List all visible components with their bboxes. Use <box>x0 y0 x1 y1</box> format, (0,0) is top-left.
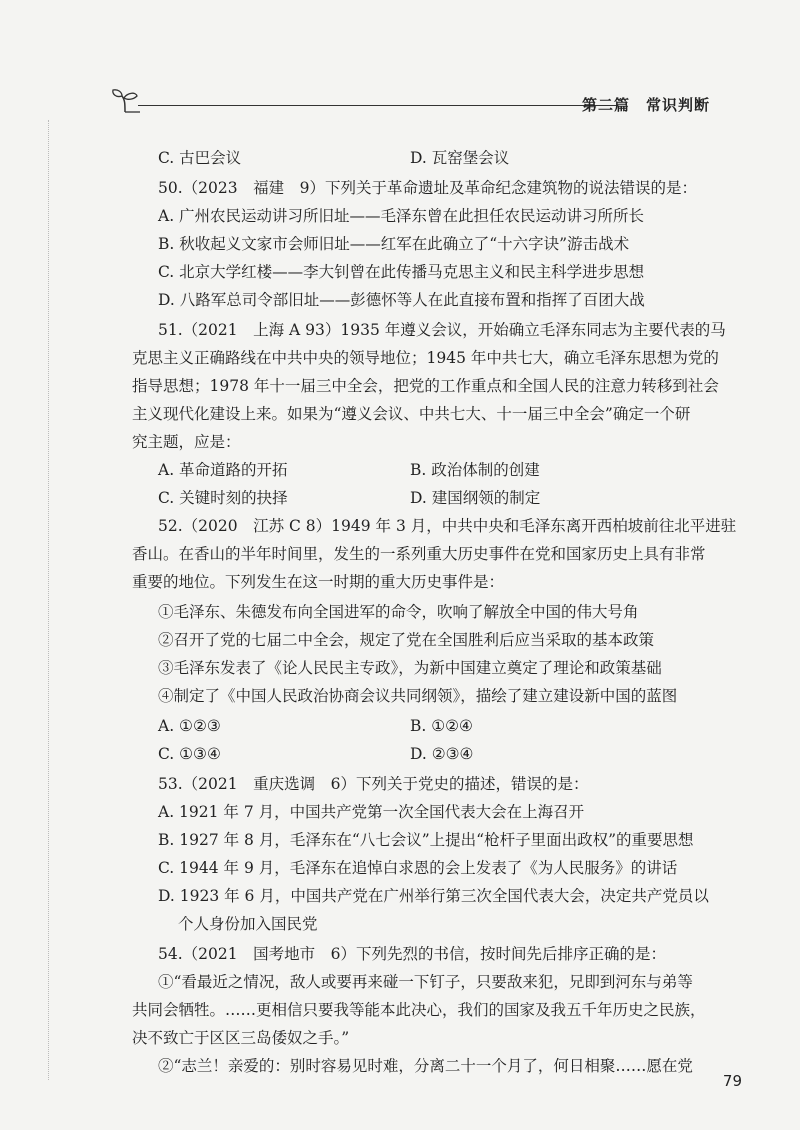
scan-margin-line <box>48 120 49 1080</box>
question-54-letter-2: ②“志兰！亲爱的：别时容易见时难，分离二十一个月了，何日相聚……愿在党 <box>158 1057 693 1075</box>
sprout-icon <box>110 88 140 114</box>
question-50-option-a: A. 广州农民运动讲习所旧址——毛泽东曾在此担任农民运动讲习所所长 <box>158 207 645 225</box>
question-50-stem: 50.（2023 福建 9）下列关于革命遗址及革命纪念建筑物的说法错误的是： <box>158 179 697 197</box>
question-52-option-c: C. ①③④ <box>158 745 221 763</box>
question-54-stem: 54.（2021 国考地市 6）下列先烈的书信，按时间先后排序正确的是： <box>158 945 666 963</box>
question-52-stem: 52.（2020 江苏 C 8）1949 年 3 月，中共中央和毛泽东离开西柏坡前往北平进驻 <box>158 517 737 535</box>
section-title: 第二篇 常识判断 <box>581 96 710 114</box>
question-51-option-a: A. 革命道路的开拓 <box>158 461 288 479</box>
question-51-option-d: D. 建国纲领的制定 <box>410 489 541 507</box>
question-51-stem: 克思主义正确路线在中共中央的领导地位；1945 年中共七大，确立毛泽东思想为党的 <box>132 349 719 367</box>
question-53-option-b: B. 1927 年 8 月，毛泽东在“八七会议”上提出“枪杆子里面出政权”的重要思想 <box>158 831 694 849</box>
page-header <box>110 88 710 128</box>
question-50-option-c: C. 北京大学红楼——李大钊曾在此传播马克思主义和民主科学进步思想 <box>158 263 645 281</box>
option-d-q49: D. 瓦窑堡会议 <box>410 149 510 167</box>
question-53-stem: 53.（2021 重庆选调 6）下列关于党史的描述，错误的是： <box>158 775 589 793</box>
question-54-letter-1: 共同会牺牲。……更相信只要我等能本此决心，我们的国家及我五千年历史之民族， <box>132 1001 706 1019</box>
question-53-option-a: A. 1921 年 7 月，中国共产党第一次全国代表大会在上海召开 <box>158 803 585 821</box>
question-52-option-b: B. ①②④ <box>410 717 473 735</box>
question-53-option-d: D. 1923 年 6 月，中国共产党在广州举行第三次全国代表大会，决定共产党员以 <box>158 887 709 905</box>
question-52-item: ①毛泽东、朱德发布向全国进军的命令，吹响了解放全中国的伟大号角 <box>158 603 639 621</box>
question-52-item: ③毛泽东发表了《论人民民主专政》，为新中国建立奠定了理论和政策基础 <box>158 659 662 677</box>
header-rule <box>138 105 618 106</box>
question-51-option-b: B. 政治体制的创建 <box>410 461 540 479</box>
page-number: 79 <box>722 1072 742 1090</box>
question-53-option-c: C. 1944 年 9 月，毛泽东在追悼白求恩的会上发表了《为人民服务》的讲话 <box>158 859 678 877</box>
question-51-stem: 究主题，应是： <box>132 433 241 451</box>
question-54-letter-1: 决不致亡于区区三岛倭奴之手。” <box>132 1029 350 1047</box>
question-51-stem: 指导思想；1978 年十一届三中全会，把党的工作重点和全国人民的注意力转移到社会 <box>132 377 719 395</box>
question-52-option-a: A. ①②③ <box>158 717 221 735</box>
question-53-option-d-cont: 个人身份加入国民党 <box>178 915 318 933</box>
question-52-option-d: D. ②③④ <box>410 745 474 763</box>
question-52-item: ④制定了《中国人民政治协商会议共同纲领》，描绘了建立建设新中国的蓝图 <box>158 687 678 705</box>
question-50-option-d: D. 八路军总司令部旧址——彭德怀等人在此直接布置和指挥了百团大战 <box>158 291 645 309</box>
option-c-q49: C. 古巴会议 <box>158 149 242 167</box>
question-52-stem: 重要的地位。下列发生在这一时期的重大历史事件是： <box>132 573 505 591</box>
question-51-stem: 51.（2021 上海 A 93）1935 年遵义会议，开始确立毛泽东同志为主要代表的马 <box>158 321 726 339</box>
question-54-letter-1: ①“看最近之情况，敌人或要再来碰一下钉子，只要敌来犯，兄即到河东与弟等 <box>158 973 693 991</box>
question-51-option-c: C. 关键时刻的抉择 <box>158 489 288 507</box>
question-51-stem: 主义现代化建设上来。如果为“遵义会议、中共七大、十一届三中全会”确定一个研 <box>132 405 691 423</box>
question-50-option-b: B. 秋收起义文家市会师旧址——红军在此确立了“十六字诀”游击战术 <box>158 235 630 253</box>
question-52-stem: 香山。在香山的半年时间里，发生的一系列重大历史事件在党和国家历史上具有非常 <box>132 545 706 563</box>
question-52-item: ②召开了党的七届二中全会，规定了党在全国胜利后应当采取的基本政策 <box>158 631 655 649</box>
